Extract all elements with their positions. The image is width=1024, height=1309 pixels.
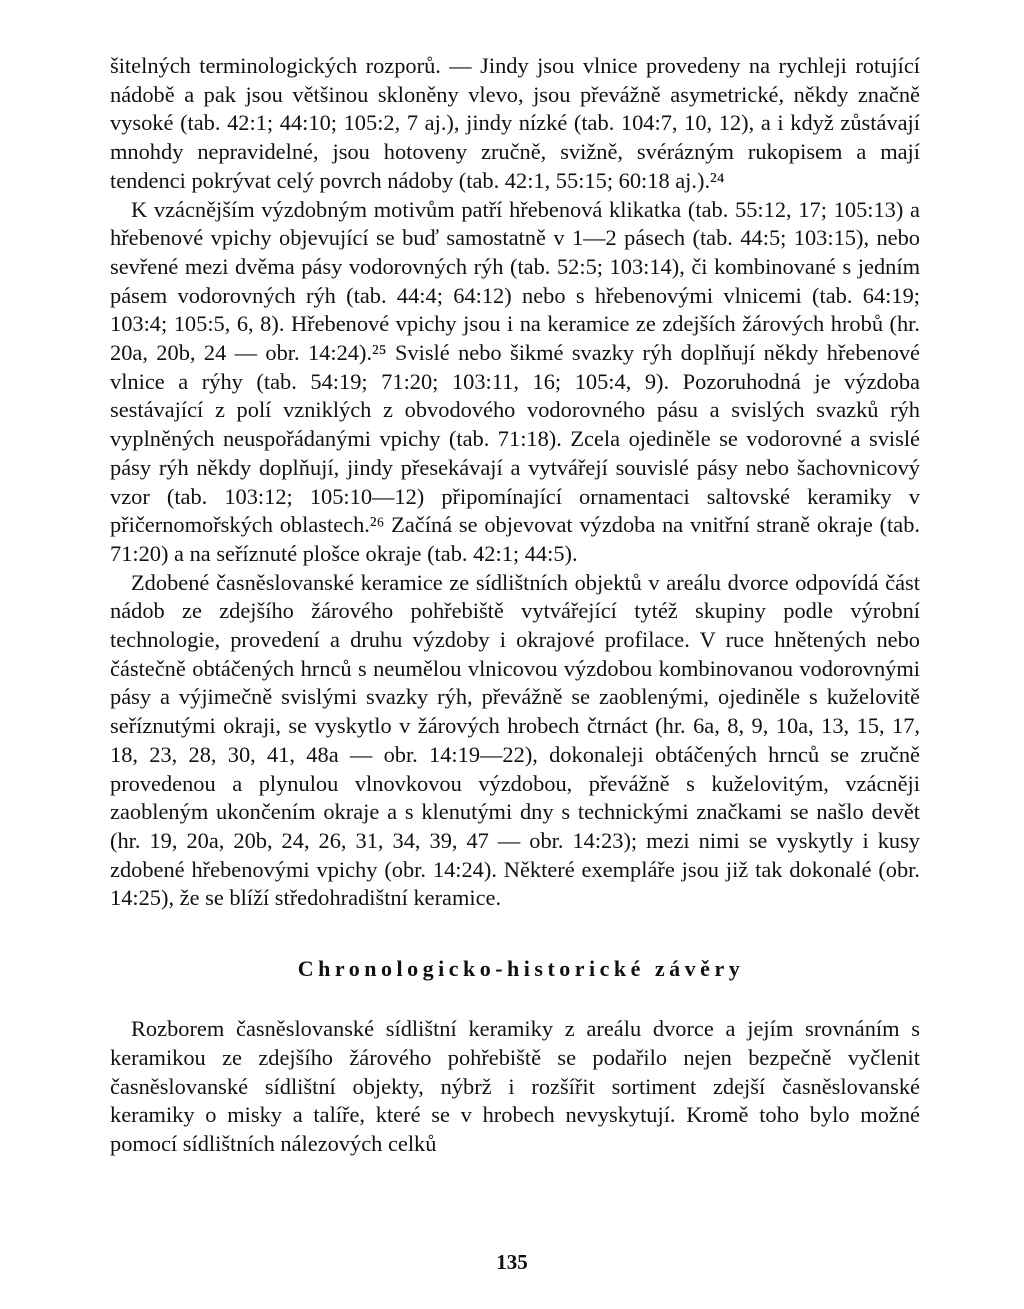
section-heading: Chronologicko-historické závěry	[297, 956, 745, 982]
paragraph-settlement-pottery: Zdobené časněslovanské keramice ze sídlištních objektů v areálu dvorce odpovídá část nádob ze zdejšího žárového pohřebiště vytvářející tytéž skupiny podle výrobní technologie, provedení a druhu výzdoby i okrajové profilace. V ruce hnětených nebo částečně obtáčených hrnců s neumělou vlnicovou výzdobou kombinovanou vodorovnými pásy a výjimečně svislými svazky rýh, převážně se zaoblenými, ojediněle s kuželovitě seříznutými okraji, se vyskytlo v žárových hrobech čtrnáct (hr. 6a, 8, 9, 10a, 13, 15, 17, 18, 23, 28, 30, 41, 48a — obr. 14:19—22), dokonaleji obtáčených hrnců se zručně provedenou a plynulou vlnovkovou výzdobou, převážně s kuželovitým, vzácněji zaobleným ukončením okraje a s klenutými dny s technickými značkami se našlo devět (hr. 19, 20a, 20b, 24, 26, 31, 34, 39, 47 — obr. 14:23); mezi nimi se vyskytly i kusy zdobené hřebenovými vpichy (obr. 14:24). Některé exempláře jsou již tak dokonalé (obr. 14:25), že se blíží středohradištní keramice.	[110, 569, 920, 911]
paragraph-decoration-motifs: K vzácnějším výzdobným motivům patří hřebenová klikatka (tab. 55:12, 17; 105:13) a hřebenové vpichy objevující se buď samostatně v 1—2 pásech (tab. 44:5; 103:15), nebo sevřené mezi dvěma pásy vodorovných rýh (tab. 52:5; 103:14), či kombinované s jedním pásem vodorovných rýh (tab. 44:4; 64:12) nebo s hřebenovými vlnicemi (tab. 64:19; 103:4; 105:5, 6, 8). Hřebenové vpichy jsou i na keramice ze zdejších žárových hrobů (hr. 20a, 20b, 24 — obr. 14:24).²⁵ Svislé nebo šikmé svazky rýh doplňují někdy hřebenové vlnice a rýhy (tab. 54:19; 71:20; 103:11, 16; 105:4, 9). Pozoruhodná je výzdoba sestávající z polí vzniklých z obvodového vodorovného pásu a svislých svazků rýh vyplněných neuspořádanými vpichy (tab. 71:18). Zcela ojediněle se vodorovné a svislé pásy rýh někdy doplňují, jindy přesekávají a vytvářejí souvislé pásy nebo šachovnicový vzor (tab. 103:12; 105:10—12) připomínající ornamentaci saltovské keramiky v přičernomořských oblastech.²⁶ Začíná se objevovat výzdoba na vnitřní straně okraje (tab. 71:20) a na seříznuté plošce okraje (tab. 42:1; 44:5).	[110, 196, 920, 566]
paragraph-continuation: šitelných terminologických rozporů. — Jindy jsou vlnice provedeny na rychleji rotující nádobě a pak jsou většinou skloněny vlevo, jsou převážně asymetrické, někdy značně vysoké (tab. 42:1; 44:10; 105:2, 7 aj.), jindy nízké (tab. 104:7, 10, 12), a i když zůstávají mnohdy nepravidelné, jsou hotoveny zručně, svižně, svérázným rukopisem a mají tendenci pokrývat celý povrch nádoby (tab. 42:1, 55:15; 60:18 aj.).²⁴	[110, 53, 920, 193]
paragraph-conclusions: Rozborem časněslovanské sídlištní keramiky z areálu dvorce a jejím srovnáním s keramikou ze zdejšího žárového pohřebiště se podařilo nejen bezpečně vyčlenit časněslovanské sídlištní objekty, nýbrž i rozšířit sortiment zdejší časněslovanské keramiky o misky a talíře, které se v hrobech nevyskytují. Kromě toho bylo možné pomocí sídlištních nálezových celků	[110, 1016, 920, 1156]
page-body	[110, 52, 920, 1159]
page-number: 135	[496, 1250, 528, 1274]
